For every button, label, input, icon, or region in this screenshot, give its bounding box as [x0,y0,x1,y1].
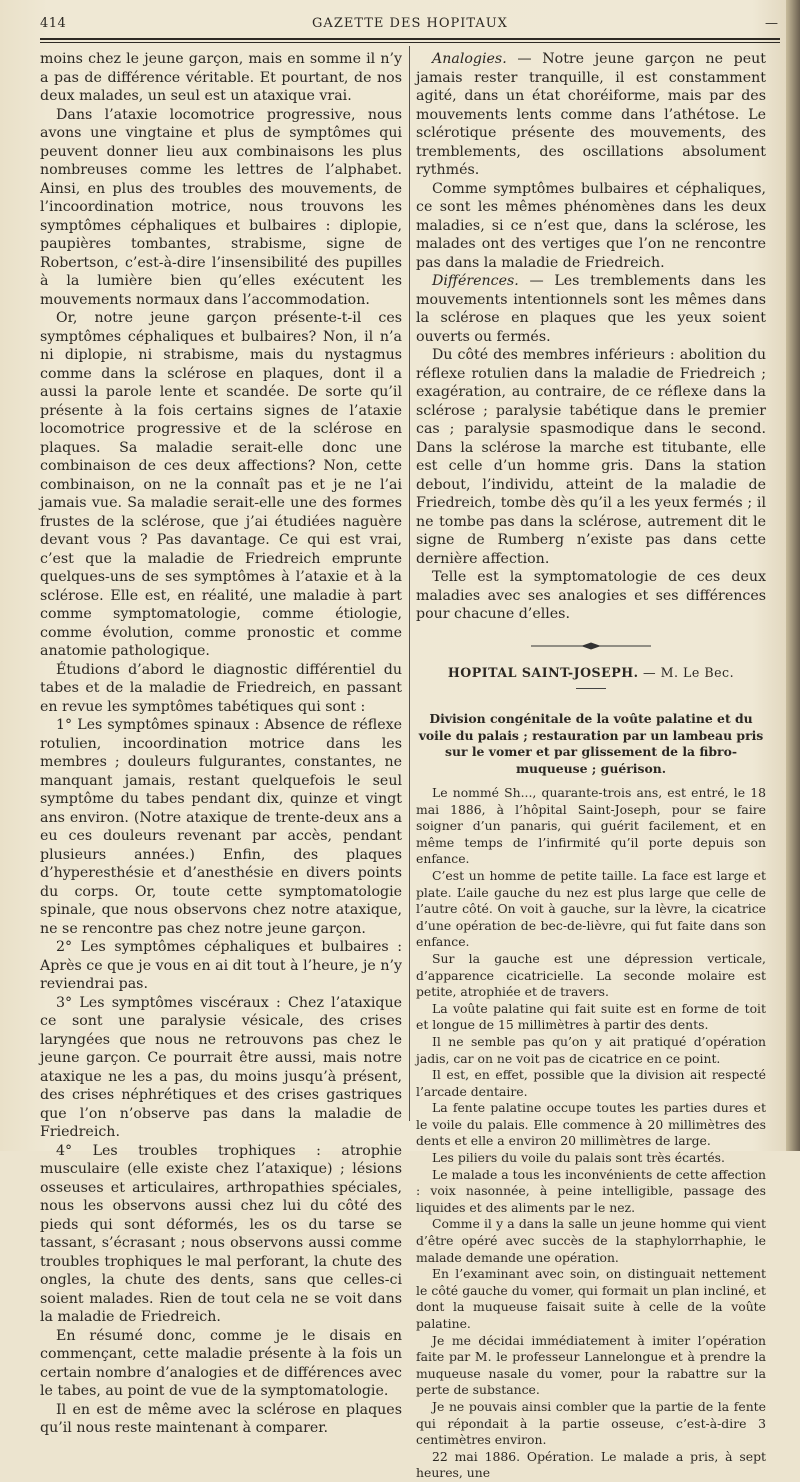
paragraph [416,180,766,273]
paragraph-text: — Notre jeune garçon ne peut jamais rester tranquille, il est constamment agité, dans un état choréiforme, mais par des mouvements lents comme dans l’athétose. Le sclérotique présente des mouvements, des tremblements, des oscillations absolument rythmés. [416,51,766,178]
paragraph: Le malade a tous les inconvénients de cette affection : voix nasonnée, à peine intelligible, passage des liquides et des aliments par le nez. [416,1166,766,1215]
paragraph-lead: Analogies. [432,51,507,67]
paragraph [416,346,766,568]
paragraph [416,50,766,180]
right-column [416,50,766,1482]
paragraph: La voûte palatine qui fait suite est en forme de toit et longue de 15 millimètres à partir des dents. [416,1000,766,1033]
hospital-name: HOPITAL SAINT-JOSEPH. [447,664,639,680]
paragraph: Je ne pouvais ainsi combler que la partie de la fente qui répondait à la partie osseuse, c’est-à-dire 3 centimètres environ. [416,1398,766,1448]
case-report [416,785,766,1482]
header-rule-thick [40,38,780,40]
paragraph: Comme il y a dans la salle un jeune homme qui vient d’être opéré avec succès de la staphylorrhaphie, le malade demande une opération. [416,1216,766,1265]
header-right-mark: — [765,16,778,31]
paragraph: Le nommé Sh..., quarante-trois ans, est entré, le 18 mai 1886, à l’hôpital Saint-Joseph, pour se faire soigner d’un panaris, qui guérit facilement, et en même temps de l’infirmité qu’il porte depuis son enfance. [416,785,766,867]
paragraph-lead: Différences. [432,273,519,289]
section-ornament [531,642,651,650]
paragraph: En l’examinant avec soin, on distinguait nettement le côté gauche du vomer, qui formait un plan incliné, et dont la muqueuse faisait suite à celle de la voûte palatine. [416,1266,766,1331]
paragraph-text: Comme symptômes bulbaires et céphaliques, ce sont les mêmes phénomènes dans les deux maladies, si ce n’est que, dans la sclérose, les malades ont des vertiges que l’on ne rencontre pas dans la maladie de Friedreich. [416,180,766,271]
journal-title: GAZETTE DES HOPITAUX [312,16,508,31]
paragraph: Étudions d’abord le diagnostic différentiel du tabes et de la maladie de Friedreich, en passant en revue les symptômes tabétiques qui sont : [40,661,402,715]
section-heading [416,664,766,683]
left-column [40,50,402,1438]
paragraph: 2° Les symptômes céphaliques et bulbaires : Après ce que je vous en ai dit tout à l’heure, je n’y reviendrai pas. [40,939,402,992]
paragraph: Sur la gauche est une dépression verticale, d’apparence cicatricielle. La seconde molaire est petite, atrophiée et de travers. [416,950,766,1000]
paragraph: 22 mai 1886. Opération. Le malade a pris, à sept heures, une [416,1448,766,1481]
column-divider [409,46,410,1121]
page-header [40,14,780,36]
paragraph: Je me décidai immédiatement à imiter l’opération faite par M. le professeur Lannelongue et à prendre la muqueuse nasale du vomer, pour la rabattre sur la perte de substance. [416,1332,766,1398]
paragraph: 3° Les symptômes viscéraux : Chez l’ataxique ce sont une paralysie vésicale, des crises laryngées que nous ne retrouvons pas chez le jeune garçon. Ce pourrait être aussi, mais notre ataxique ne les a pas, du moins jusqu’à présent, des crises néphrétiques et des crises gastriques que l’on n’observe pas dans la maladie de Friedreich. [40,994,402,1140]
header-rule-thin [40,42,780,43]
section-author: — M. Le Bec. [638,664,735,680]
paragraph: moins chez le jeune garçon, mais en somme il n’y a pas de différence véritable. Et pourtant, de nos deux malades, un seul est un ataxique vrai. [40,51,402,104]
paragraph: La fente palatine occupe toutes les parties dures et le voile du palais. Elle commence à 20 millimètres des dents et elle a environ 20 millimètres de large. [416,1100,766,1149]
paragraph [416,272,766,346]
paragraph [416,568,766,624]
paragraph: C’est un homme de petite taille. La face est large et plate. L’aile gauche du nez est plus large que celle de l’autre côté. On voit à gauche, sur la lèvre, la cicatrice d’une opération de bec-de-lièvre, qui fut faite dans son enfance. [416,867,766,950]
paragraph: En résumé donc, comme je le disais en commençant, cette maladie présente à la fois un certain nombre d’analogies et de différences avec le tabes, au point de vue de la symptomatologie. [40,1327,402,1399]
paragraph-text: — Les tremblements dans les mouvements intentionnels sont les mêmes dans la sclérose en plaques que les yeux soient ouverts ou fermés. [416,273,766,345]
heading-separator [576,688,606,689]
book-spine-edge [786,0,800,1151]
page-number: 414 [40,16,67,31]
paragraph: 4° Les troubles trophiques : atrophie musculaire (elle existe chez l’ataxique) ; lésions osseuses et articulaires, arthropathies spéciales, nous les observons aussi chez lui du côté des pieds qui sont déformés, les os du tarse se tassant, s’écrasant ; nous observons aussi comme troubles trophiques le mal perforant, la chute des ongles, la chute des dents, sans que celles-ci soient malades. Rien de tout cela ne se voit dans la maladie de Friedreich. [40,1142,402,1325]
case-title: Division congénitale de la voûte palatine et du voile du palais ; restauration par un lambeau pris sur le vomer et par glissement de la fibro-muqueuse ; guérison. [418,711,764,776]
paragraph: Il en est de même avec la sclérose en plaques qu’il nous reste maintenant à comparer. [40,1401,402,1436]
paragraph: Or, notre jeune garçon présente-t-il ces symptômes céphaliques et bulbaires? Non, il n’a ni diplopie, ni strabisme, mais du nystagmus comme dans la sclérose en plaques, dont il a aussi la parole lente et scandée. De sorte qu’il présente à la fois certains signes de l’ataxie locomotrice progressive et de la sclérose en plaques. Sa maladie serait-elle donc une combinaison de ces deux affections? Non, cette combinaison, on ne la connaît pas et je ne l’ai jamais vue. Sa maladie serait-elle une des formes frustes de la sclérose, que j’ai étudiées naguère devant vous ? Pas davantage. Ce qui est vrai, c’est que la maladie de Friedreich emprunte quelques-uns de ses symptômes à l’ataxie et à la sclérose. Elle est, en réalité, une maladie à part comme symptomatologie, comme étiologie, comme évolution, comme pronostic et comme anatomie pathologique. [40,310,402,659]
paragraph-text: Du côté des membres inférieurs : abolition du réflexe rotulien dans la maladie de Friedreich ; exagération, au contraire, de ce réflexe dans la sclérose ; paralysie tabétique dans le premier cas ; paralysie spasmodique dans le second. Dans la sclérose la marche est titubante, elle est celle d’un homme gris. Dans la station debout, l’individu, atteint de la maladie de Friedreich, tombe dès qu’il a les yeux fermés ; il ne tombe pas dans la sclérose, autrement dit le signe de Rumberg n’existe pas dans cette dernière affection. [416,347,766,567]
paragraph: 1° Les symptômes spinaux : Absence de réflexe rotulien, incoordination motrice dans les membres ; douleurs fulgurantes, constantes, ne manquant jamais, restant quelquefois le seul symptôme du tabes pendant dix, quinze et vingt ans environ. (Notre ataxique de trente-deux ans a eu ces douleurs revenant par accès, pendant plusieurs années.) Enfin, des plaques d’hyperesthésie et d’anesthésie en divers points du corps. Or, toute cette symptomatologie spinale, que nous observons chez notre ataxique, ne se rencontre pas chez notre jeune garçon. [40,717,402,937]
paragraph: Il ne semble pas qu’on y ait pratiqué d’opération jadis, car on ne voit pas de cicatrice en ce point. [416,1033,766,1066]
paragraph-text: Telle est la symptomatologie de ces deux maladies avec ses analogies et ses différences pour chacune d’elles. [416,569,766,622]
paragraph: Les piliers du voile du palais sont très écartés. [432,1150,725,1166]
paragraph: Il est, en effet, possible que la division ait respecté l’arcade dentaire. [416,1067,766,1099]
paragraph: Dans l’ataxie locomotrice progressive, nous avons une vingtaine et plus de symptômes qui peuvent donner lieu aux combinaisons les plus nombreuses comme les lettres de l’alphabet. Ainsi, en plus des troubles des mouvements, de l’incoordination motrice, nous trouvons les symptômes céphaliques et bulbaires : diplopie, paupières tombantes, strabisme, signe de Robertson, c’est-à-dire l’insensibilité des pupilles à la lumière bien qu’elles exécutent les mouvements normaux dans l’accommodation. [40,106,402,308]
